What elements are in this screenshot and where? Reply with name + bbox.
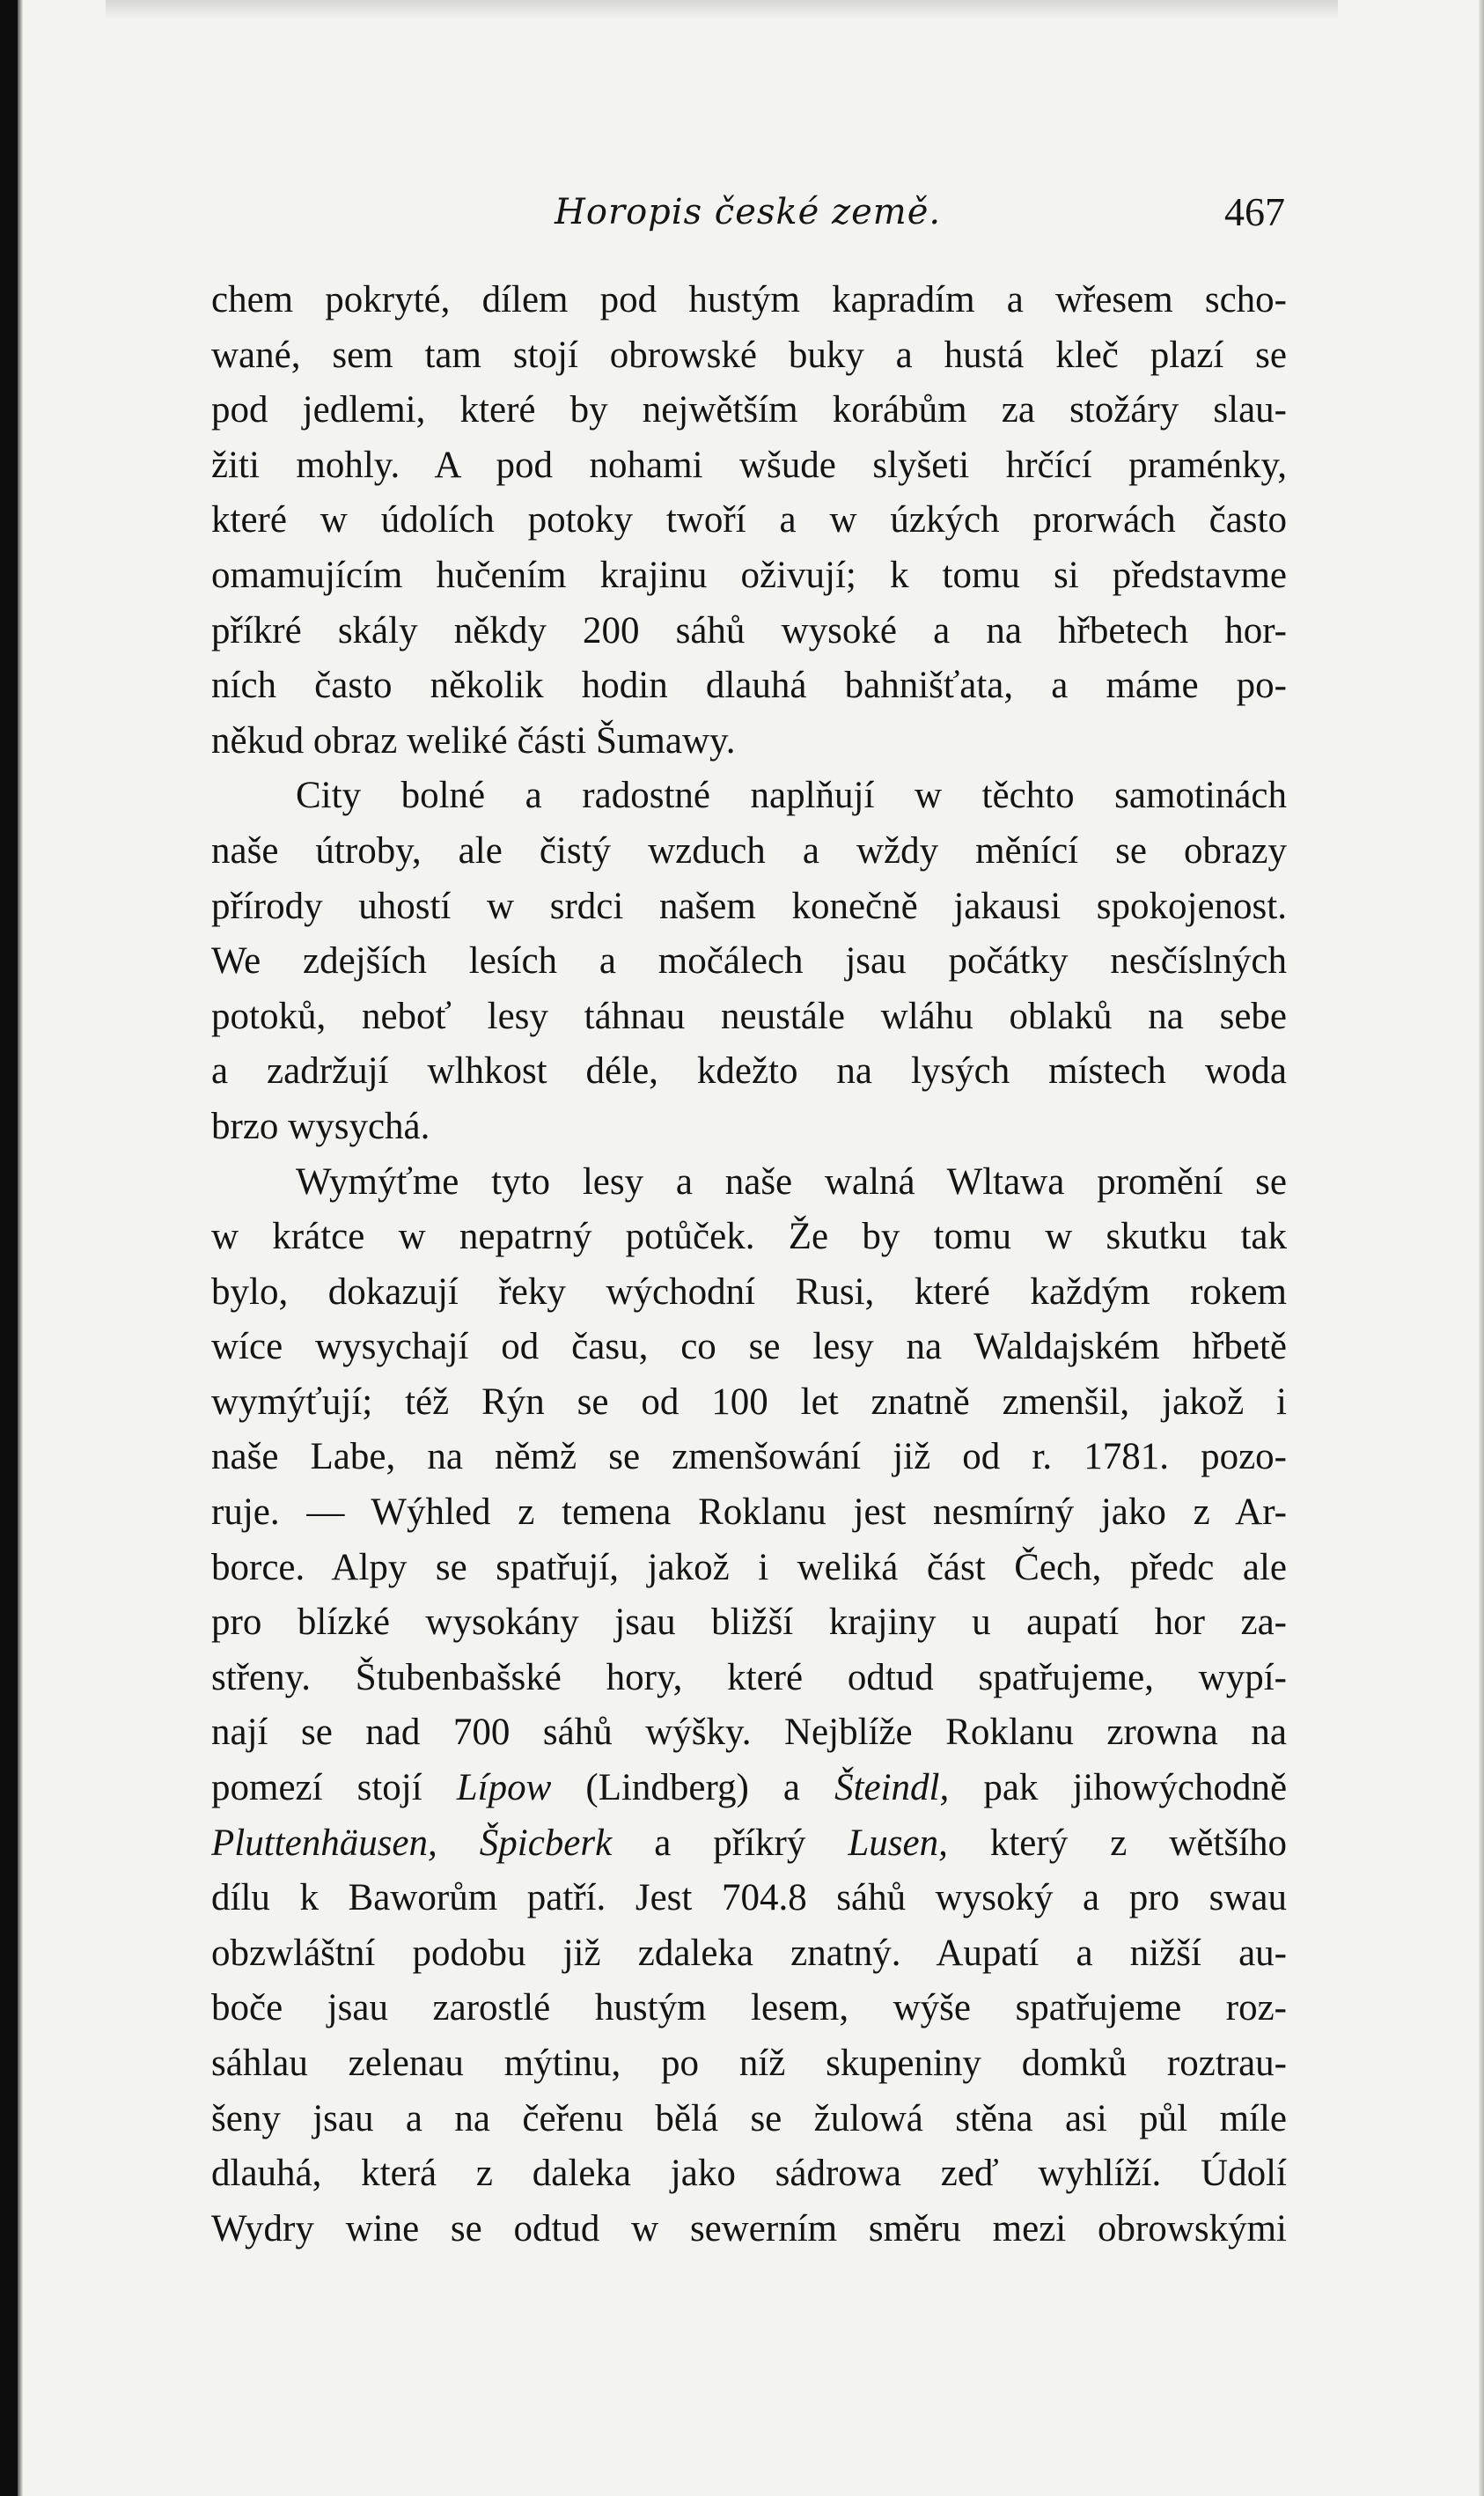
text-line: chem pokryté, dílem pod hustým kapradím a wřesem scho- [211, 279, 1287, 320]
book-spine-shadow [0, 0, 18, 2496]
text-line: někud obraz weliké části Šumawy. [211, 719, 736, 762]
text-fragment: (Lindberg) a [585, 1767, 800, 1809]
text-line: pod jedlemi, které by nejwětším korábům za stožáry slau- [211, 389, 1287, 431]
text-line: boče jsau zarostlé hustým lesem, wýše spatřujeme roz- [211, 1987, 1287, 2029]
text-line: které w údolích potoky twoří a w úzkých prorwách často [211, 499, 1287, 541]
text-line: dlauhá, která z daleka jako sádrowa zeď wyhlíží. Údolí [211, 2153, 1287, 2195]
top-scan-smudge [106, 0, 1338, 19]
place-name: Šteindl, [834, 1767, 950, 1809]
text-line: wymýťují; též Rýn se od 100 let znatně zmenšil, jakož i [211, 1381, 1287, 1423]
text-line: obzwláštní podobu již zdaleka znatný. Aupatí a nižší au- [211, 1932, 1287, 1974]
text-line: bylo, dokazují řeky wýchodní Rusi, které každým rokem [211, 1270, 1287, 1313]
text-line: w krátce w nepatrný potůček. Že by tomu w skutku tak [211, 1216, 1287, 1258]
place-name: Pluttenhäusen, [211, 1822, 437, 1864]
place-name: Lípow [456, 1767, 552, 1809]
text-line: přírody uhostí w srdci našem konečně jakausi spokojenost. [211, 885, 1287, 927]
text-fragment: pomezí stojí [211, 1767, 422, 1809]
text-line: ních často několik hodin dlauhá bahnišťata, a máme po- [211, 665, 1287, 707]
text-line-with-names [211, 1761, 1287, 1816]
text-fragment: který z wětšího [989, 1822, 1287, 1864]
text-line-with-names [211, 1816, 1287, 1872]
text-line: We zdejších lesích a močálech jsau počátky nesčíslných [211, 940, 1287, 983]
text-line: nají se nad 700 sáhů wýšky. Nejblíže Roklanu zrowna na [211, 1712, 1287, 1754]
spine-edge-gradient [18, 0, 23, 2496]
text-line: příkré skály někdy 200 sáhů wysoké a na hřbetech hor- [211, 609, 1287, 652]
place-name: Špicberk [479, 1822, 613, 1864]
text-line: sáhlau zelenau mýtinu, po níž skupeniny domků roztrau- [211, 2043, 1287, 2084]
page-header [211, 183, 1285, 245]
page-right-edge [1479, 0, 1484, 2496]
text-line: šeny jsau a na čeřenu bělá se žulowá stěna asi půl míle [211, 2097, 1287, 2139]
text-fragment: a příkrý [654, 1822, 806, 1864]
text-line: a zadržují wlhkost déle, kdežto na lysých místech woda [211, 1050, 1287, 1093]
text-line: City bolné a radostné naplňují w těchto samotinách [296, 775, 1287, 817]
text-fragment: pak jihowýchodně [983, 1767, 1287, 1809]
text-line: střeny. Štubenbašské hory, které odtud spatřujeme, wypí- [211, 1656, 1287, 1698]
text-line: ruje. — Wýhled z temena Roklanu jest nesmírný jako z Ar- [211, 1491, 1287, 1534]
text-line: potoků, neboť lesy táhnau neustále wláhu oblaků na sebe [211, 995, 1287, 1037]
text-line: žiti mohly. A pod nohami wšude slyšeti hrčící praménky, [211, 444, 1287, 486]
text-line: Wydry wine se odtud w sewerním směru mezi obrowskými [211, 2207, 1287, 2249]
text-line: naše Labe, na němž se zmenšowání již od r. 1781. pozo- [211, 1436, 1287, 1478]
text-line: Wymýťme tyto lesy a naše walná Wltawa promění se [296, 1160, 1287, 1203]
text-line: wané, sem tam stojí obrowské buky a hustá kleč plazí se [211, 334, 1287, 376]
text-line: dílu k Baworům patří. Jest 704.8 sáhů wysoký a pro swau [211, 1877, 1287, 1919]
running-head: Horopis české země. [555, 192, 942, 232]
text-line: pro blízké wysokány jsau bližší krajiny u aupatí hor za- [211, 1601, 1287, 1644]
body-text [211, 273, 1287, 2257]
text-line: naše útroby, ale čistý wzduch a wždy měnící se obrazy [211, 829, 1287, 872]
text-line: wíce wysychají od času, co se lesy na Waldajském hřbetě [211, 1326, 1287, 1368]
page-number: 467 [1224, 189, 1285, 234]
place-name: Lusen, [848, 1822, 948, 1864]
text-line: omamujícím hučením krajinu oživují; k tomu si představme [211, 554, 1287, 596]
text-line: brzo wysychá. [211, 1105, 430, 1147]
text-line: borce. Alpy se spatřují, jakož i weliká část Čech, předc ale [211, 1546, 1287, 1588]
